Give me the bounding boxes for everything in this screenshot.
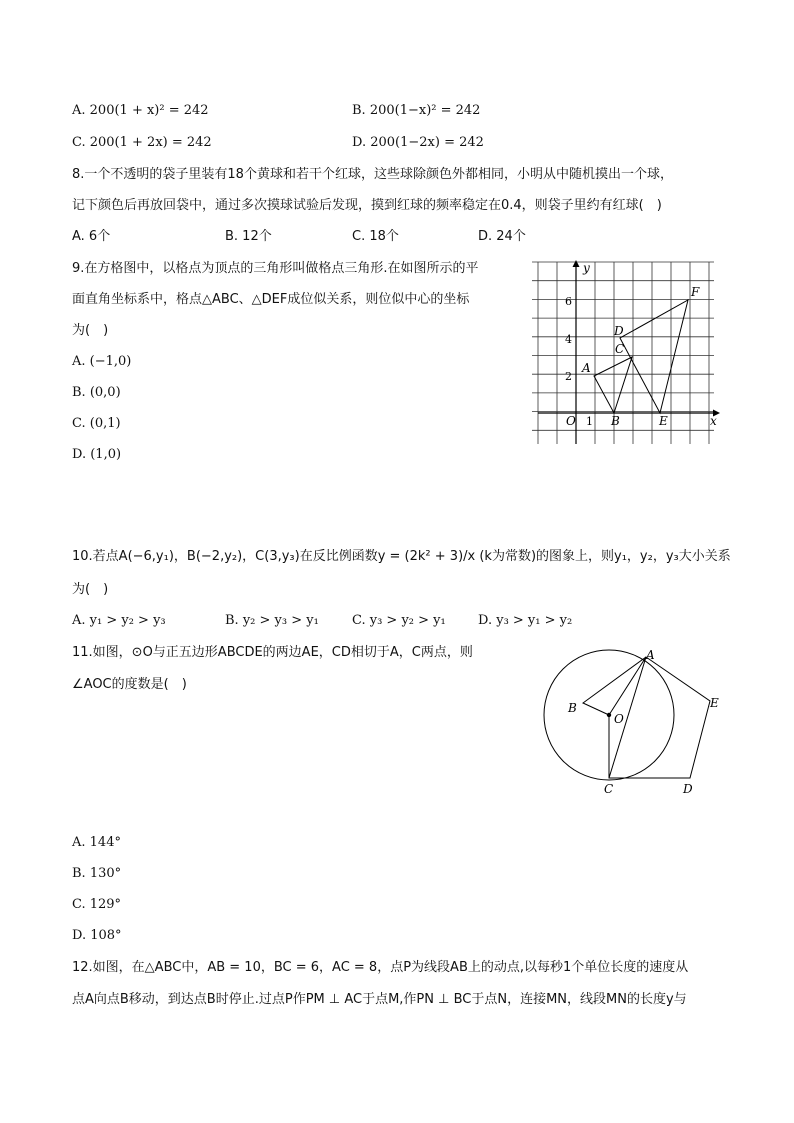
q10-stem-line1: 10.若点A(−6,y₁)，B(−2,y₂)，C(3,y₃)在反比例函数y = (2k² + 3)/x (k为常数)的图象上，则y₁，y₂，y₃大小关系	[72, 549, 731, 564]
q7-option-c: C. 200(1 + 2x) = 242	[72, 135, 212, 150]
fig11-point-d: D	[683, 782, 693, 796]
point-b-label: B	[611, 414, 620, 428]
q12-stem-line1: 12.如图，在△ABC中，AB = 10，BC = 6，AC = 8，点P为线段AB上的动点,以每秒1个单位长度的速度从	[72, 960, 689, 975]
q11-option-b: B. 130°	[72, 866, 122, 881]
q9-option-b: B. (0,0)	[72, 385, 121, 400]
q10-option-d: D. y₃ > y₁ > y₂	[478, 613, 573, 628]
q9-option-c: C. (0,1)	[72, 416, 121, 431]
q8-option-d: D. 24个	[478, 229, 526, 244]
q8-stem-line1: 8.一个不透明的袋子里装有18个黄球和若干个红球，这些球除颜色外都相同，小明从中随机摸出一个球，	[72, 167, 673, 182]
q8-stem-line2: 记下颜色后再放回袋中，通过多次摸球试验后发现，摸到红球的频率稳定在0.4，则袋子里约有红球( )	[72, 198, 662, 213]
x-axis-label: x	[710, 414, 717, 428]
q10-option-a: A. y₁ > y₂ > y₃	[72, 613, 166, 628]
fig11-point-a: A	[646, 648, 655, 662]
q11-circle-pentagon-figure	[538, 645, 728, 805]
q10-stem-line2: 为( )	[72, 582, 109, 597]
fig11-point-b: B	[568, 701, 577, 715]
q7-option-d: D. 200(1−2x) = 242	[352, 135, 484, 150]
y-axis-label: y	[583, 261, 590, 275]
x-tick-1: 1	[586, 415, 593, 428]
fig11-point-e: E	[710, 696, 719, 710]
q11-option-c: C. 129°	[72, 897, 122, 912]
q11-stem-line2: ∠AOC的度数是( )	[72, 677, 187, 692]
q9-coordinate-grid-figure	[528, 258, 728, 448]
q11-option-a: A. 144°	[72, 835, 121, 850]
q9-stem-line2: 面直角坐标系中，格点△ABC、△DEF成位似关系，则位似中心的坐标	[72, 292, 470, 307]
point-e-label: E	[659, 414, 668, 428]
q7-option-a: A. 200(1 + x)² = 242	[72, 103, 209, 118]
q10-option-c: C. y₃ > y₂ > y₁	[352, 613, 446, 628]
q11-option-d: D. 108°	[72, 928, 122, 943]
q12-stem-line2: 点A向点B移动，到达点B时停止.过点P作PM ⊥ AC于点M,作PN ⊥ BC于点N，连接MN，线段MN的长度y与	[72, 992, 687, 1007]
y-tick-2: 2	[565, 370, 572, 383]
y-tick-4: 4	[565, 333, 572, 346]
q8-option-a: A. 6个	[72, 229, 111, 244]
q11-stem-line1: 11.如图，⊙O与正五边形ABCDE的两边AE，CD相切于A，C两点，则	[72, 645, 473, 660]
point-a-label: A	[582, 361, 591, 375]
q10-option-b: B. y₂ > y₃ > y₁	[225, 613, 319, 628]
point-f-label: F	[691, 285, 700, 299]
origin-label: O	[566, 414, 576, 428]
fig11-point-c: C	[604, 782, 614, 796]
q8-option-b: B. 12个	[225, 229, 272, 244]
y-tick-6: 6	[565, 295, 572, 308]
q8-option-c: C. 18个	[352, 229, 399, 244]
point-c-label: C	[615, 342, 625, 356]
q9-option-a: A. (−1,0)	[72, 354, 132, 369]
q9-stem-line1: 9.在方格图中，以格点为顶点的三角形叫做格点三角形.在如图所示的平	[72, 261, 479, 276]
point-d-label: D	[614, 324, 624, 338]
q9-option-d: D. (1,0)	[72, 447, 122, 462]
q7-option-b: B. 200(1−x)² = 242	[352, 103, 481, 118]
q9-stem-line3: 为( )	[72, 323, 109, 338]
fig11-point-o: O	[614, 712, 624, 726]
